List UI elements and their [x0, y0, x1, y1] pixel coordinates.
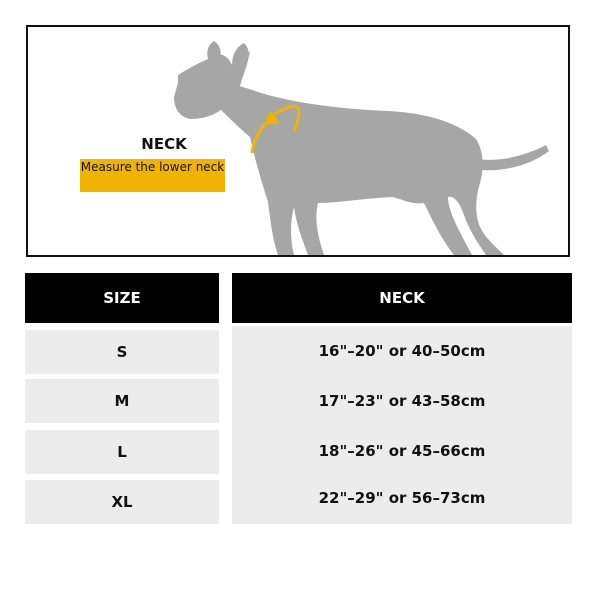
size-cell-xl: XL	[25, 480, 219, 524]
size-cell-m: M	[25, 379, 219, 423]
size-cell-l: L	[25, 430, 219, 474]
neck-value-m: 17"–23" or 43–58cm	[318, 392, 486, 410]
neck-value-s: 16"–20" or 40–50cm	[318, 342, 486, 360]
dog-silhouette-icon	[28, 27, 568, 255]
size-cell-s: S	[25, 330, 219, 374]
neck-value-l: 18"–26" or 45–66cm	[318, 442, 486, 460]
neck-measurement-diagram	[26, 25, 570, 257]
neck-value-xl: 22"–29" or 56–73cm	[318, 489, 486, 507]
neck-header: NECK	[232, 273, 572, 323]
measurement-note: Measure the lower neck	[80, 159, 225, 192]
neck-title: NECK	[141, 135, 187, 153]
size-header: SIZE	[25, 273, 219, 323]
